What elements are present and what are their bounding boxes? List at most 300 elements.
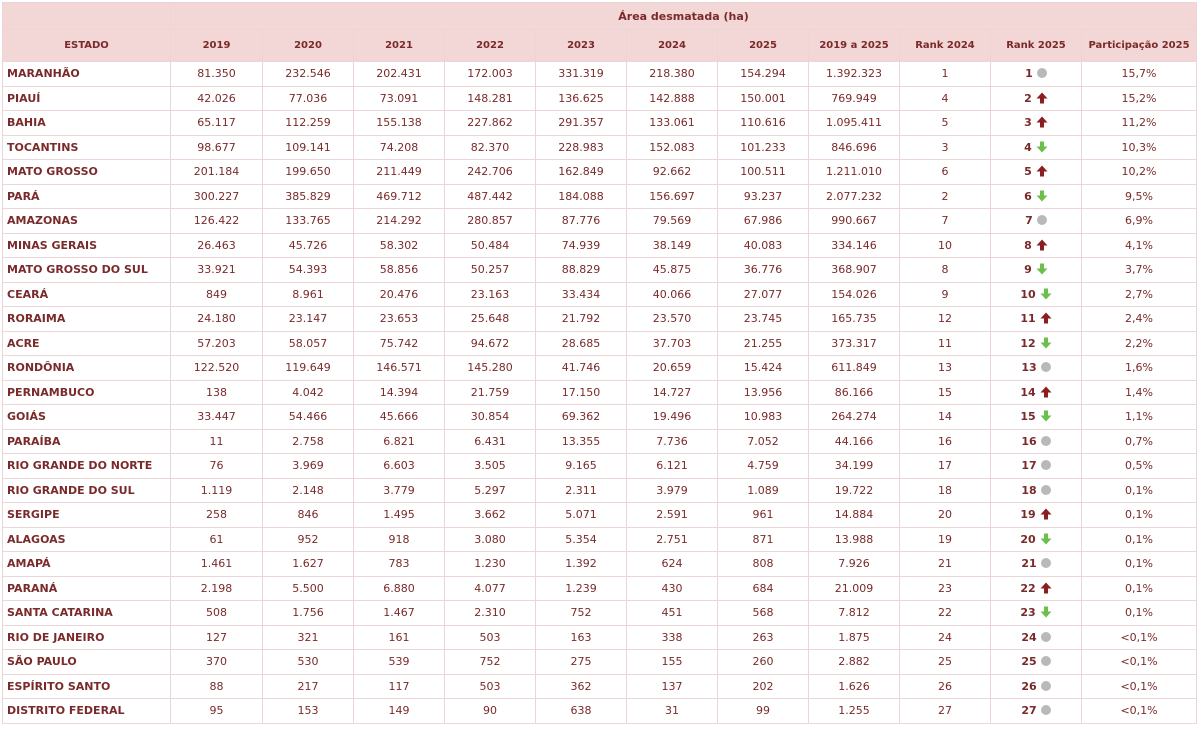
table-row: [3, 454, 1197, 479]
value-2020-cell: 385.829: [263, 184, 354, 209]
share-2025-cell: 0,5%: [1082, 454, 1197, 479]
value-2022-cell: 503: [445, 674, 536, 699]
value-2019-cell: 76: [171, 454, 263, 479]
no-change-dot-icon: [1041, 558, 1051, 568]
value-2025-cell: 101.233: [718, 135, 809, 160]
value-2020-cell: 3.969: [263, 454, 354, 479]
no-change-dot-icon: [1041, 460, 1051, 470]
rank-2025-cell: [991, 111, 1082, 136]
value-2022-cell: 21.759: [445, 380, 536, 405]
value-2023-cell: 163: [536, 625, 627, 650]
value-2023-cell: 752: [536, 601, 627, 626]
table-row: [3, 674, 1197, 699]
table-row: [3, 209, 1197, 234]
value-2023-cell: 1.239: [536, 576, 627, 601]
value-2022-cell: 487.442: [445, 184, 536, 209]
value-2019-cell: 126.422: [171, 209, 263, 234]
rank-2025-cell: [991, 356, 1082, 381]
value-2023-cell: 291.357: [536, 111, 627, 136]
rank-2025-value: 6: [1024, 189, 1032, 203]
value-2019-cell: 201.184: [171, 160, 263, 185]
rank-2024-cell: 21: [900, 552, 991, 577]
column-header-2023: 2023: [536, 30, 627, 62]
column-header-2019: 2019: [171, 30, 263, 62]
state-cell: RONDÔNIA: [3, 356, 171, 381]
value-2023-cell: 69.362: [536, 405, 627, 430]
share-2025-cell: 2,7%: [1082, 282, 1197, 307]
value-2019-cell: 95: [171, 699, 263, 724]
value-2023-cell: 41.746: [536, 356, 627, 381]
rank-2025-value: 9: [1024, 263, 1032, 277]
value-2024-cell: 92.662: [627, 160, 718, 185]
table-row: [3, 576, 1197, 601]
value-2024-cell: 37.703: [627, 331, 718, 356]
state-cell: MINAS GERAIS: [3, 233, 171, 258]
value-2024-cell: 133.061: [627, 111, 718, 136]
rank-2025-value: 23: [1020, 606, 1036, 620]
total-2019-2025-cell: 334.146: [809, 233, 900, 258]
rank-2024-cell: 18: [900, 478, 991, 503]
total-2019-2025-cell: 2.077.232: [809, 184, 900, 209]
table-row: [3, 184, 1197, 209]
total-2019-2025-cell: 373.317: [809, 331, 900, 356]
table-row: [3, 601, 1197, 626]
value-2022-cell: 1.230: [445, 552, 536, 577]
share-2025-cell: 1,1%: [1082, 405, 1197, 430]
value-2022-cell: 2.310: [445, 601, 536, 626]
value-2023-cell: 5.354: [536, 527, 627, 552]
rank-2025-value: 8: [1024, 238, 1032, 252]
column-header-2025: 2025: [718, 30, 809, 62]
value-2022-cell: 242.706: [445, 160, 536, 185]
value-2021-cell: 117: [354, 674, 445, 699]
value-2023-cell: 9.165: [536, 454, 627, 479]
state-cell: AMAZONAS: [3, 209, 171, 234]
table-row: [3, 258, 1197, 283]
value-2025-cell: 21.255: [718, 331, 809, 356]
rank-2025-value: 2: [1024, 91, 1032, 105]
rank-2025-cell: [991, 209, 1082, 234]
value-2020-cell: 77.036: [263, 86, 354, 111]
arrow-down-icon: [1040, 337, 1052, 349]
value-2021-cell: 161: [354, 625, 445, 650]
no-change-dot-icon: [1041, 632, 1051, 642]
value-2021-cell: 469.712: [354, 184, 445, 209]
value-2023-cell: 13.355: [536, 429, 627, 454]
value-2019-cell: 65.117: [171, 111, 263, 136]
value-2022-cell: 145.280: [445, 356, 536, 381]
value-2019-cell: 88: [171, 674, 263, 699]
value-2024-cell: 152.083: [627, 135, 718, 160]
value-2024-cell: 14.727: [627, 380, 718, 405]
column-header-share-2025: Participação 2025: [1082, 30, 1197, 62]
value-2023-cell: 228.983: [536, 135, 627, 160]
value-2019-cell: 2.198: [171, 576, 263, 601]
total-2019-2025-cell: 990.667: [809, 209, 900, 234]
no-change-dot-icon: [1037, 215, 1047, 225]
state-cell: SERGIPE: [3, 503, 171, 528]
rank-2024-cell: 10: [900, 233, 991, 258]
value-2021-cell: 202.431: [354, 62, 445, 87]
value-2025-cell: 1.089: [718, 478, 809, 503]
value-2023-cell: 184.088: [536, 184, 627, 209]
value-2023-cell: 87.776: [536, 209, 627, 234]
no-change-dot-icon: [1041, 681, 1051, 691]
rank-2025-value: 12: [1020, 336, 1036, 350]
state-cell: ACRE: [3, 331, 171, 356]
total-2019-2025-cell: 2.882: [809, 650, 900, 675]
state-cell: AMAPÁ: [3, 552, 171, 577]
rank-2025-cell: [991, 601, 1082, 626]
value-2019-cell: 11: [171, 429, 263, 454]
value-2020-cell: 2.148: [263, 478, 354, 503]
rank-2024-cell: 11: [900, 331, 991, 356]
share-2025-cell: 15,7%: [1082, 62, 1197, 87]
arrow-down-icon: [1036, 263, 1048, 275]
no-change-dot-icon: [1041, 656, 1051, 666]
state-cell: PARÁ: [3, 184, 171, 209]
total-2019-2025-cell: 1.392.323: [809, 62, 900, 87]
arrow-up-icon: [1040, 386, 1052, 398]
value-2024-cell: 2.591: [627, 503, 718, 528]
rank-2024-cell: 20: [900, 503, 991, 528]
value-2025-cell: 15.424: [718, 356, 809, 381]
value-2025-cell: 23.745: [718, 307, 809, 332]
arrow-down-icon: [1040, 288, 1052, 300]
state-cell: RIO DE JANEIRO: [3, 625, 171, 650]
table-row: [3, 233, 1197, 258]
value-2025-cell: 93.237: [718, 184, 809, 209]
share-2025-cell: 0,7%: [1082, 429, 1197, 454]
table-row: [3, 429, 1197, 454]
no-change-dot-icon: [1041, 362, 1051, 372]
value-2021-cell: 3.779: [354, 478, 445, 503]
value-2023-cell: 331.319: [536, 62, 627, 87]
share-2025-cell: <0,1%: [1082, 674, 1197, 699]
rank-2025-cell: [991, 160, 1082, 185]
state-cell: MATO GROSSO: [3, 160, 171, 185]
value-2025-cell: 40.083: [718, 233, 809, 258]
value-2024-cell: 338: [627, 625, 718, 650]
rank-2025-value: 4: [1024, 140, 1032, 154]
value-2021-cell: 1.467: [354, 601, 445, 626]
value-2024-cell: 3.979: [627, 478, 718, 503]
value-2020-cell: 217: [263, 674, 354, 699]
rank-2025-cell: [991, 258, 1082, 283]
arrow-down-icon: [1040, 533, 1052, 545]
arrow-down-icon: [1040, 410, 1052, 422]
arrow-up-icon: [1036, 165, 1048, 177]
value-2019-cell: 26.463: [171, 233, 263, 258]
rank-2024-cell: 4: [900, 86, 991, 111]
table-row: [3, 160, 1197, 185]
value-2025-cell: 568: [718, 601, 809, 626]
value-2020-cell: 8.961: [263, 282, 354, 307]
value-2019-cell: 61: [171, 527, 263, 552]
value-2020-cell: 5.500: [263, 576, 354, 601]
arrow-up-icon: [1040, 582, 1052, 594]
table-row: [3, 86, 1197, 111]
value-2019-cell: 122.520: [171, 356, 263, 381]
rank-2025-cell: [991, 307, 1082, 332]
value-2025-cell: 808: [718, 552, 809, 577]
value-2022-cell: 30.854: [445, 405, 536, 430]
table-row: [3, 552, 1197, 577]
value-2021-cell: 20.476: [354, 282, 445, 307]
value-2022-cell: 3.505: [445, 454, 536, 479]
rank-2025-cell: [991, 184, 1082, 209]
value-2024-cell: 2.751: [627, 527, 718, 552]
value-2021-cell: 73.091: [354, 86, 445, 111]
rank-2025-cell: [991, 625, 1082, 650]
rank-2024-cell: 3: [900, 135, 991, 160]
table-row: [3, 699, 1197, 724]
table-row: [3, 356, 1197, 381]
total-2019-2025-cell: 154.026: [809, 282, 900, 307]
value-2025-cell: 684: [718, 576, 809, 601]
value-2023-cell: 33.434: [536, 282, 627, 307]
value-2019-cell: 33.921: [171, 258, 263, 283]
state-cell: MATO GROSSO DO SUL: [3, 258, 171, 283]
rank-2025-cell: [991, 478, 1082, 503]
share-2025-cell: 1,4%: [1082, 380, 1197, 405]
rank-2025-value: 20: [1020, 532, 1036, 546]
column-header-2020: 2020: [263, 30, 354, 62]
total-2019-2025-cell: 7.812: [809, 601, 900, 626]
total-2019-2025-cell: 7.926: [809, 552, 900, 577]
value-2020-cell: 45.726: [263, 233, 354, 258]
rank-2025-cell: [991, 650, 1082, 675]
value-2019-cell: 57.203: [171, 331, 263, 356]
value-2024-cell: 20.659: [627, 356, 718, 381]
rank-2025-cell: [991, 454, 1082, 479]
rank-2025-value: 15: [1020, 410, 1036, 424]
share-2025-cell: 0,1%: [1082, 503, 1197, 528]
total-2019-2025-cell: 846.696: [809, 135, 900, 160]
table-row: [3, 478, 1197, 503]
value-2019-cell: 1.461: [171, 552, 263, 577]
state-cell: PARAÍBA: [3, 429, 171, 454]
value-2021-cell: 1.495: [354, 503, 445, 528]
share-2025-cell: 4,1%: [1082, 233, 1197, 258]
super-header-spacer: [3, 3, 171, 30]
value-2022-cell: 25.648: [445, 307, 536, 332]
arrow-down-icon: [1036, 141, 1048, 153]
rank-2024-cell: 13: [900, 356, 991, 381]
rank-2025-value: 22: [1020, 581, 1036, 595]
rank-2025-value: 21: [1021, 557, 1037, 571]
rank-2024-cell: 27: [900, 699, 991, 724]
value-2020-cell: 119.649: [263, 356, 354, 381]
table-row: [3, 405, 1197, 430]
rank-2025-value: 7: [1025, 214, 1033, 228]
total-2019-2025-cell: 1.255: [809, 699, 900, 724]
value-2024-cell: 45.875: [627, 258, 718, 283]
deforestation-table: [2, 2, 1197, 724]
share-2025-cell: 0,1%: [1082, 552, 1197, 577]
value-2022-cell: 5.297: [445, 478, 536, 503]
total-2019-2025-cell: 19.722: [809, 478, 900, 503]
total-2019-2025-cell: 14.884: [809, 503, 900, 528]
state-cell: SANTA CATARINA: [3, 601, 171, 626]
value-2019-cell: 33.447: [171, 405, 263, 430]
value-2022-cell: 90: [445, 699, 536, 724]
value-2021-cell: 75.742: [354, 331, 445, 356]
value-2024-cell: 155: [627, 650, 718, 675]
arrow-up-icon: [1040, 312, 1052, 324]
share-2025-cell: <0,1%: [1082, 699, 1197, 724]
share-2025-cell: 0,1%: [1082, 601, 1197, 626]
value-2022-cell: 50.484: [445, 233, 536, 258]
value-2022-cell: 503: [445, 625, 536, 650]
value-2022-cell: 23.163: [445, 282, 536, 307]
value-2020-cell: 54.466: [263, 405, 354, 430]
value-2025-cell: 36.776: [718, 258, 809, 283]
state-cell: DISTRITO FEDERAL: [3, 699, 171, 724]
value-2020-cell: 2.758: [263, 429, 354, 454]
value-2019-cell: 508: [171, 601, 263, 626]
value-2023-cell: 5.071: [536, 503, 627, 528]
total-2019-2025-cell: 44.166: [809, 429, 900, 454]
value-2019-cell: 24.180: [171, 307, 263, 332]
value-2025-cell: 13.956: [718, 380, 809, 405]
value-2024-cell: 40.066: [627, 282, 718, 307]
column-header-estado: ESTADO: [3, 30, 171, 62]
state-cell: CEARÁ: [3, 282, 171, 307]
rank-2025-value: 25: [1021, 655, 1037, 669]
state-cell: RORAIMA: [3, 307, 171, 332]
value-2023-cell: 1.392: [536, 552, 627, 577]
rank-2025-cell: [991, 576, 1082, 601]
rank-2024-cell: 5: [900, 111, 991, 136]
share-2025-cell: 10,3%: [1082, 135, 1197, 160]
share-2025-cell: 0,1%: [1082, 527, 1197, 552]
value-2020-cell: 58.057: [263, 331, 354, 356]
rank-2024-cell: 9: [900, 282, 991, 307]
value-2019-cell: 849: [171, 282, 263, 307]
rank-2025-value: 27: [1021, 704, 1037, 718]
share-2025-cell: 11,2%: [1082, 111, 1197, 136]
rank-2024-cell: 14: [900, 405, 991, 430]
value-2020-cell: 232.546: [263, 62, 354, 87]
share-2025-cell: 1,6%: [1082, 356, 1197, 381]
value-2022-cell: 227.862: [445, 111, 536, 136]
arrow-down-icon: [1036, 190, 1048, 202]
arrow-up-icon: [1036, 92, 1048, 104]
column-header-2022: 2022: [445, 30, 536, 62]
value-2021-cell: 211.449: [354, 160, 445, 185]
value-2024-cell: 137: [627, 674, 718, 699]
rank-2025-cell: [991, 380, 1082, 405]
value-2022-cell: 6.431: [445, 429, 536, 454]
rank-2025-value: 16: [1021, 434, 1037, 448]
rank-2025-cell: [991, 86, 1082, 111]
value-2021-cell: 155.138: [354, 111, 445, 136]
total-2019-2025-cell: 86.166: [809, 380, 900, 405]
column-header-rank-2024: Rank 2024: [900, 30, 991, 62]
column-header-2021: 2021: [354, 30, 445, 62]
rank-2024-cell: 23: [900, 576, 991, 601]
value-2019-cell: 370: [171, 650, 263, 675]
value-2024-cell: 6.121: [627, 454, 718, 479]
value-2021-cell: 918: [354, 527, 445, 552]
rank-2025-cell: [991, 429, 1082, 454]
value-2021-cell: 6.880: [354, 576, 445, 601]
value-2020-cell: 133.765: [263, 209, 354, 234]
state-cell: SÃO PAULO: [3, 650, 171, 675]
total-2019-2025-cell: 13.988: [809, 527, 900, 552]
rank-2025-value: 5: [1024, 165, 1032, 179]
rank-2025-value: 26: [1021, 679, 1037, 693]
no-change-dot-icon: [1037, 68, 1047, 78]
arrow-up-icon: [1040, 508, 1052, 520]
total-2019-2025-cell: 1.095.411: [809, 111, 900, 136]
table-row: [3, 503, 1197, 528]
value-2023-cell: 275: [536, 650, 627, 675]
value-2024-cell: 19.496: [627, 405, 718, 430]
state-cell: RIO GRANDE DO NORTE: [3, 454, 171, 479]
value-2025-cell: 154.294: [718, 62, 809, 87]
column-header-rank-2025: Rank 2025: [991, 30, 1082, 62]
rank-2025-cell: [991, 282, 1082, 307]
value-2025-cell: 110.616: [718, 111, 809, 136]
rank-2024-cell: 8: [900, 258, 991, 283]
rank-2025-value: 24: [1021, 630, 1037, 644]
value-2022-cell: 82.370: [445, 135, 536, 160]
value-2021-cell: 58.302: [354, 233, 445, 258]
value-2025-cell: 202: [718, 674, 809, 699]
value-2019-cell: 42.026: [171, 86, 263, 111]
share-2025-cell: 0,1%: [1082, 478, 1197, 503]
value-2022-cell: 94.672: [445, 331, 536, 356]
value-2021-cell: 539: [354, 650, 445, 675]
rank-2025-value: 1: [1025, 67, 1033, 81]
rank-2024-cell: 26: [900, 674, 991, 699]
total-2019-2025-cell: 165.735: [809, 307, 900, 332]
total-2019-2025-cell: 1.626: [809, 674, 900, 699]
rank-2025-value: 17: [1021, 459, 1037, 473]
value-2022-cell: 50.257: [445, 258, 536, 283]
state-cell: RIO GRANDE DO SUL: [3, 478, 171, 503]
value-2024-cell: 23.570: [627, 307, 718, 332]
rank-2024-cell: 16: [900, 429, 991, 454]
value-2020-cell: 112.259: [263, 111, 354, 136]
value-2019-cell: 98.677: [171, 135, 263, 160]
table-row: [3, 331, 1197, 356]
rank-2025-cell: [991, 674, 1082, 699]
table-row: [3, 62, 1197, 87]
value-2023-cell: 638: [536, 699, 627, 724]
value-2021-cell: 214.292: [354, 209, 445, 234]
no-change-dot-icon: [1041, 436, 1051, 446]
value-2021-cell: 6.821: [354, 429, 445, 454]
value-2020-cell: 846: [263, 503, 354, 528]
table-body: [3, 62, 1197, 724]
value-2021-cell: 783: [354, 552, 445, 577]
value-2022-cell: 280.857: [445, 209, 536, 234]
state-cell: ESPÍRITO SANTO: [3, 674, 171, 699]
value-2021-cell: 45.666: [354, 405, 445, 430]
value-2020-cell: 321: [263, 625, 354, 650]
value-2025-cell: 4.759: [718, 454, 809, 479]
value-2023-cell: 162.849: [536, 160, 627, 185]
table-row: [3, 307, 1197, 332]
share-2025-cell: 3,7%: [1082, 258, 1197, 283]
value-2020-cell: 952: [263, 527, 354, 552]
value-2019-cell: 138: [171, 380, 263, 405]
value-2020-cell: 23.147: [263, 307, 354, 332]
value-2023-cell: 28.685: [536, 331, 627, 356]
